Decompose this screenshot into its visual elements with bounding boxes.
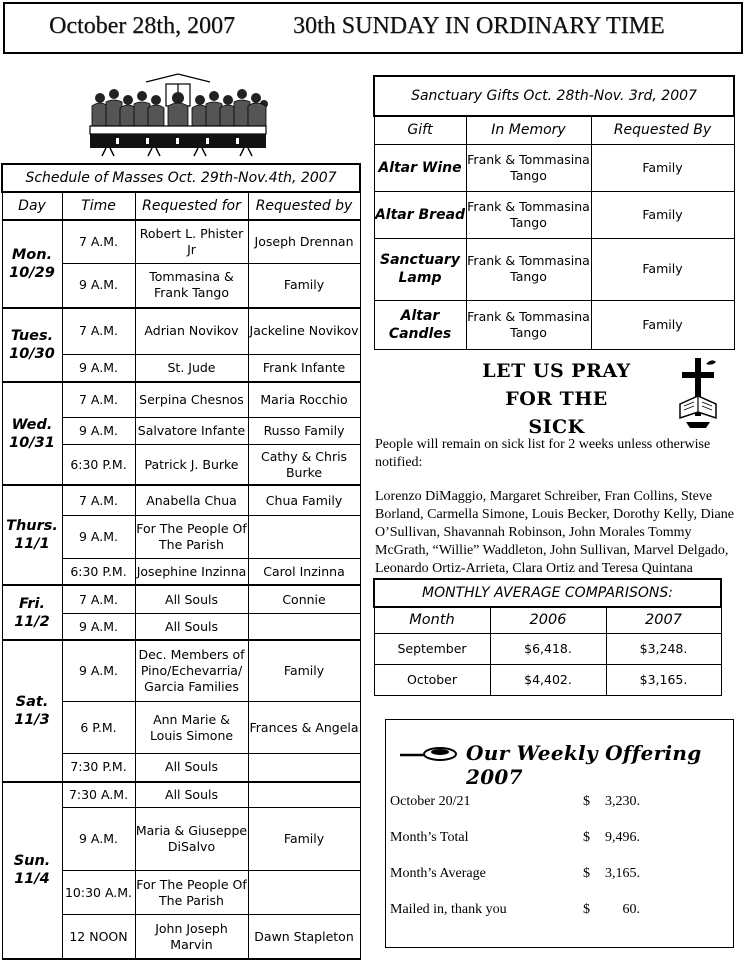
mass-time: 7 A.M. bbox=[62, 485, 135, 515]
amount-2006: $6,418. bbox=[490, 633, 606, 664]
requested-for: Anabella Chua bbox=[135, 485, 248, 515]
offering-row bbox=[390, 830, 720, 848]
offering-row bbox=[390, 902, 720, 920]
requested-by: Maria Rocchio bbox=[248, 382, 360, 417]
requested-by: Cathy & Chris Burke bbox=[248, 444, 360, 485]
gift-name: Altar Candles bbox=[374, 300, 466, 349]
requested-by bbox=[248, 613, 360, 640]
table-row bbox=[2, 382, 360, 417]
requested-by: Family bbox=[591, 300, 734, 349]
column-header-2006: 2006 bbox=[490, 607, 606, 633]
in-memory: Frank & Tommasina Tango bbox=[466, 191, 591, 238]
requested-for: St. Jude bbox=[135, 354, 248, 382]
day-cell-wednesday: Wed. 10/31 bbox=[2, 382, 62, 485]
last-supper-illustration bbox=[86, 70, 270, 158]
in-memory: Frank & Tommasina Tango bbox=[466, 144, 591, 191]
requested-for: For The People Of The Parish bbox=[135, 515, 248, 558]
gift-name: Altar Wine bbox=[374, 144, 466, 191]
column-header-requested-by: Requested By bbox=[591, 116, 734, 144]
requested-for: Ann Marie & Louis Simone bbox=[135, 702, 248, 754]
offering-amount: 60. bbox=[622, 902, 640, 917]
pray-for-sick-heading bbox=[474, 357, 639, 441]
table-row bbox=[2, 308, 360, 354]
table-row bbox=[2, 782, 360, 808]
requested-by: Family bbox=[591, 144, 734, 191]
column-header-requested-for: Requested for bbox=[135, 192, 248, 220]
sanctuary-gifts-caption: Sanctuary Gifts Oct. 28th-Nov. 3rd, 2007 bbox=[374, 76, 734, 116]
table-row bbox=[374, 238, 734, 300]
requested-for: All Souls bbox=[135, 585, 248, 613]
weekly-offering-title: Our Weekly Offering 2007 bbox=[466, 741, 702, 789]
column-header-time: Time bbox=[62, 192, 135, 220]
month: October bbox=[374, 664, 490, 695]
requested-for: Adrian Novikov bbox=[135, 308, 248, 354]
requested-for: Tommasina & Frank Tango bbox=[135, 263, 248, 308]
amount-2007: $3,248. bbox=[606, 633, 721, 664]
in-memory: Frank & Tommasina Tango bbox=[466, 238, 591, 300]
offering-plate-icon bbox=[398, 743, 460, 765]
mass-time: 7 A.M. bbox=[62, 308, 135, 354]
bulletin-header bbox=[3, 2, 743, 54]
requested-by: Family bbox=[591, 191, 734, 238]
requested-for: Serpina Chesnos bbox=[135, 382, 248, 417]
month: September bbox=[374, 633, 490, 664]
gift-name: Altar Bread bbox=[374, 191, 466, 238]
requested-by bbox=[248, 871, 360, 915]
amount-2007: $3,165. bbox=[606, 664, 721, 695]
table-row bbox=[2, 485, 360, 515]
sick-list-names: Lorenzo DiMaggio, Margaret Schreiber, Fran Collins, Steve Borland, Carmella Simone, Louis Becker, Dorothy Kelly, Diane O’Sullivan, Shavannah Robinson, John Morales Tommy McGrath, “Willie” Waddleton, John Sullivan, Marvel Delgado, Leonardo Ortiz-Arrieta, Clara Ortiz and Teresa Quintana bbox=[375, 489, 734, 576]
requested-for: Salvatore Infante bbox=[135, 417, 248, 444]
requested-by: Joseph Drennan bbox=[248, 220, 360, 263]
day-cell-thursday: Thurs. 11/1 bbox=[2, 485, 62, 585]
amount-2006: $4,402. bbox=[490, 664, 606, 695]
requested-by: Carol Inzinna bbox=[248, 558, 360, 585]
column-header-in-memory: In Memory bbox=[466, 116, 591, 144]
mass-time: 9 A.M. bbox=[62, 354, 135, 382]
pray-heading-line-2: FOR THE SICK bbox=[505, 388, 608, 438]
monthly-comparison-caption: MONTHLY AVERAGE COMPARISONS: bbox=[374, 579, 721, 607]
mass-time: 6:30 P.M. bbox=[62, 558, 135, 585]
mass-schedule-table bbox=[1, 163, 361, 960]
requested-by: Family bbox=[248, 808, 360, 871]
requested-for: Dec. Members of Pino/Echevarria/ Garcia Families bbox=[135, 640, 248, 701]
table-row bbox=[374, 664, 721, 695]
mass-time: 7:30 A.M. bbox=[62, 782, 135, 808]
day-cell-tuesday: Tues. 10/30 bbox=[2, 308, 62, 382]
mass-time: 7 A.M. bbox=[62, 585, 135, 613]
column-header-requested-by: Requested by bbox=[248, 192, 360, 220]
day-cell-monday: Mon. 10/29 bbox=[2, 220, 62, 308]
offering-label: Month’s Average bbox=[390, 866, 486, 881]
table-row bbox=[374, 633, 721, 664]
requested-by bbox=[248, 782, 360, 808]
requested-for: For The People Of The Parish bbox=[135, 871, 248, 915]
table-row bbox=[374, 300, 734, 349]
requested-for: All Souls bbox=[135, 782, 248, 808]
requested-for: Maria & Giuseppe DiSalvo bbox=[135, 808, 248, 871]
requested-for: Robert L. Phister Jr bbox=[135, 220, 248, 263]
gift-name: Sanctuary Lamp bbox=[374, 238, 466, 300]
currency-symbol: $ bbox=[583, 794, 590, 809]
requested-by bbox=[248, 754, 360, 782]
day-cell-saturday: Sat. 11/3 bbox=[2, 640, 62, 781]
offering-amount: 9,496. bbox=[605, 830, 640, 845]
table-row bbox=[2, 640, 360, 701]
pray-heading-line-1: LET US PRAY bbox=[482, 360, 631, 382]
mass-time: 9 A.M. bbox=[62, 263, 135, 308]
requested-by: Frank Infante bbox=[248, 354, 360, 382]
requested-by: Jackeline Novikov bbox=[248, 308, 360, 354]
monthly-comparison-table bbox=[373, 578, 722, 696]
liturgical-title: 30th SUNDAY IN ORDINARY TIME bbox=[293, 13, 665, 39]
offering-row bbox=[390, 794, 720, 812]
mass-schedule-caption: Schedule of Masses Oct. 29th-Nov.4th, 2007 bbox=[2, 164, 360, 192]
requested-for: Josephine Inzinna bbox=[135, 558, 248, 585]
table-row bbox=[374, 191, 734, 238]
requested-by: Russo Family bbox=[248, 417, 360, 444]
requested-by: Family bbox=[591, 238, 734, 300]
mass-time: 9 A.M. bbox=[62, 417, 135, 444]
requested-by: Chua Family bbox=[248, 485, 360, 515]
in-memory: Frank & Tommasina Tango bbox=[466, 300, 591, 349]
bulletin-date: October 28th, 2007 bbox=[49, 13, 235, 39]
mass-time: 9 A.M. bbox=[62, 808, 135, 871]
requested-for: All Souls bbox=[135, 754, 248, 782]
table-row bbox=[374, 144, 734, 191]
mass-time: 9 A.M. bbox=[62, 515, 135, 558]
offering-label: Month’s Total bbox=[390, 830, 469, 845]
day-cell-sunday: Sun. 11/4 bbox=[2, 782, 62, 959]
mass-time: 7 A.M. bbox=[62, 382, 135, 417]
sick-list-note: People will remain on sick list for 2 weeks unless otherwise notified: bbox=[375, 437, 711, 470]
offering-row bbox=[390, 866, 720, 884]
currency-symbol: $ bbox=[583, 830, 590, 845]
mass-time: 9 A.M. bbox=[62, 640, 135, 701]
cross-with-book-icon bbox=[676, 356, 720, 430]
offering-label: Mailed in, thank you bbox=[390, 902, 507, 917]
requested-for: Patrick J. Burke bbox=[135, 444, 248, 485]
offering-amount: 3,230. bbox=[605, 794, 640, 809]
offering-amount: 3,165. bbox=[605, 866, 640, 881]
column-header-day: Day bbox=[2, 192, 62, 220]
requested-for: All Souls bbox=[135, 613, 248, 640]
mass-time: 7:30 P.M. bbox=[62, 754, 135, 782]
mass-time: 6:30 P.M. bbox=[62, 444, 135, 485]
requested-for: John Joseph Marvin bbox=[135, 915, 248, 959]
requested-by: Family bbox=[248, 263, 360, 308]
table-row bbox=[2, 585, 360, 613]
column-header-month: Month bbox=[374, 607, 490, 633]
mass-time: 12 NOON bbox=[62, 915, 135, 959]
mass-time: 9 A.M. bbox=[62, 613, 135, 640]
requested-by: Connie bbox=[248, 585, 360, 613]
currency-symbol: $ bbox=[583, 866, 590, 881]
day-cell-friday: Fri. 11/2 bbox=[2, 585, 62, 640]
weekly-offering-box bbox=[385, 719, 734, 948]
currency-symbol: $ bbox=[583, 902, 590, 917]
sanctuary-gifts-table bbox=[373, 75, 735, 350]
requested-by: Frances & Angela bbox=[248, 702, 360, 754]
requested-by bbox=[248, 515, 360, 558]
mass-time: 6 P.M. bbox=[62, 702, 135, 754]
column-header-2007: 2007 bbox=[606, 607, 721, 633]
requested-by: Family bbox=[248, 640, 360, 701]
mass-time: 7 A.M. bbox=[62, 220, 135, 263]
column-header-gift: Gift bbox=[374, 116, 466, 144]
offering-label: October 20/21 bbox=[390, 794, 471, 809]
mass-time: 10:30 A.M. bbox=[62, 871, 135, 915]
requested-by: Dawn Stapleton bbox=[248, 915, 360, 959]
table-row bbox=[2, 220, 360, 263]
